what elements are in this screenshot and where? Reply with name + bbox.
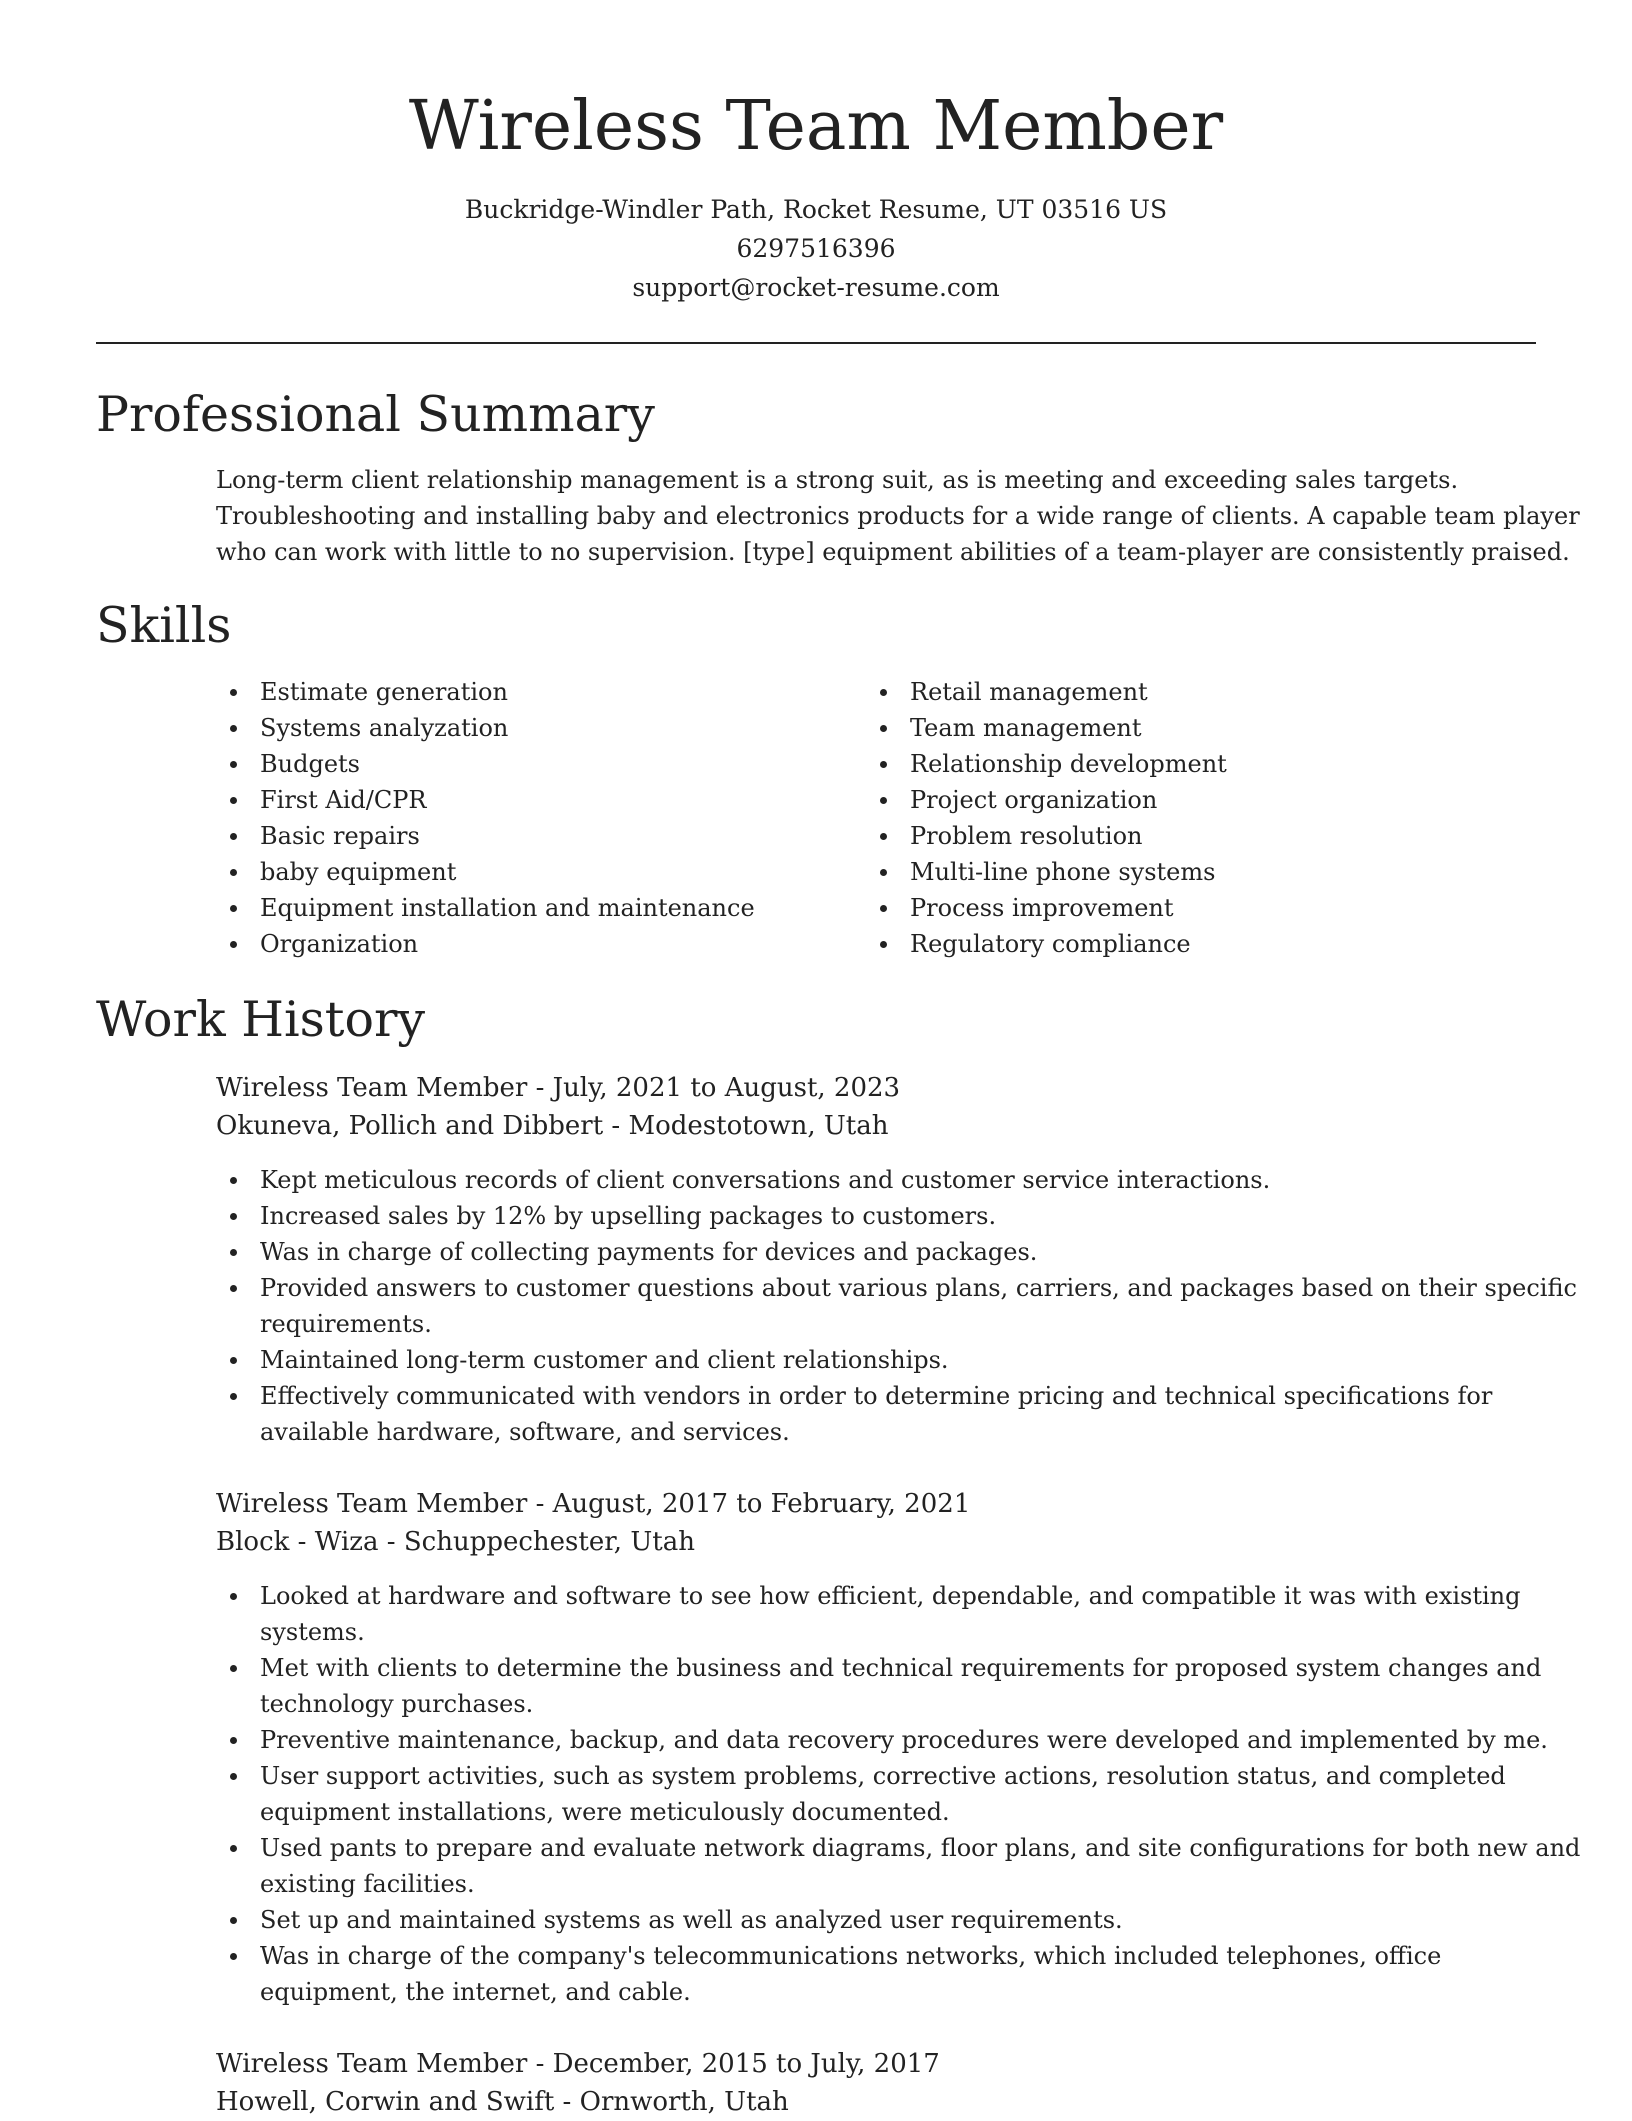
job-dates: July, 2021 to August, 2023 [552, 1073, 901, 1103]
bullet-icon [230, 905, 237, 912]
job-bullet: Increased sales by 12% by upselling packages to customers. [216, 1198, 1546, 1234]
skills-list-left [216, 674, 755, 962]
contact-phone: 6297516396 [736, 234, 896, 263]
job-bullet: Provided answers to customer questions about various plans, carriers, and packages based on their specific requirements. [216, 1270, 1546, 1342]
bullet-icon [230, 1737, 237, 1744]
contact-address: Buckridge-Windler Path, Rocket Resume, UT 03516 US [464, 195, 1168, 224]
bullet-icon [230, 761, 237, 768]
bullet-icon [230, 1393, 237, 1400]
job-bullets [216, 1162, 1577, 1450]
skill-item: Problem resolution [866, 818, 1227, 854]
candidate-name: Wireless Team Member [408, 87, 1224, 166]
bullet-icon [880, 725, 887, 732]
bullet-icon [230, 941, 237, 948]
skill-item: Systems analyzation [216, 710, 755, 746]
job-company: Block - Wiza [216, 1527, 379, 1557]
job-bullet: Used pants to prepare and evaluate network diagrams, floor plans, and site configurations for both new and existing facilities. [216, 1830, 1546, 1902]
bullet-icon [230, 797, 237, 804]
job-title: Wireless Team Member [216, 1073, 528, 1103]
skill-item: Budgets [216, 746, 755, 782]
summary-line: Long-term client relationship management is a strong suit, as is meeting and exceeding sales targets. [216, 466, 1459, 494]
skill-item: Team management [866, 710, 1227, 746]
job-bullets [216, 1578, 1581, 2010]
job-location: Schuppechester, Utah [403, 1527, 695, 1557]
bullet-icon [880, 869, 887, 876]
bullet-icon [880, 833, 887, 840]
bullet-icon [230, 1665, 237, 1672]
skill-item: Retail management [866, 674, 1227, 710]
summary-text [216, 462, 1580, 570]
job-title-line: Wireless Team Member - July, 2021 to August, 2023 [216, 1073, 901, 1103]
summary-heading: Professional Summary [96, 386, 655, 443]
skills-heading: Skills [96, 597, 232, 654]
job-title: Wireless Team Member [216, 1489, 528, 1519]
job-company-line: Okuneva, Pollich and Dibbert - Modestotown, Utah [216, 1111, 889, 1141]
job-bullet: Maintained long-term customer and client relationships. [216, 1342, 1546, 1378]
summary-line: Troubleshooting and installing baby and electronics products for a wide range of clients. A capable team player [216, 502, 1580, 530]
work-history-heading: Work History [96, 991, 426, 1048]
bullet-icon [880, 941, 887, 948]
bullet-icon [230, 1953, 237, 1960]
header-divider [96, 342, 1536, 344]
bullet-icon [230, 1773, 237, 1780]
skill-item: Equipment installation and maintenance [216, 890, 755, 926]
skill-item: Project organization [866, 782, 1227, 818]
job-bullet: Was in charge of the company's telecommunications networks, which included telephones, office equipment, the internet, and cable. [216, 1938, 1546, 2010]
job-location: Modestotown, Utah [628, 1111, 889, 1141]
bullet-icon [880, 689, 887, 696]
job-title-line: Wireless Team Member - December, 2015 to July, 2017 [216, 2049, 940, 2079]
contact-block [0, 190, 1632, 307]
job-bullet: Effectively communicated with vendors in order to determine pricing and technical specifications for available hardware, software, and services. [216, 1378, 1546, 1450]
job-bullet: Set up and maintained systems as well as analyzed user requirements. [216, 1902, 1546, 1938]
bullet-icon [230, 1249, 237, 1256]
bullet-icon [880, 761, 887, 768]
job-bullet: Met with clients to determine the business and technical requirements for proposed system changes and technology purchases. [216, 1650, 1546, 1722]
contact-email: support@rocket-resume.com [632, 273, 1000, 302]
bullet-icon [230, 725, 237, 732]
job-company: Okuneva, Pollich and Dibbert [216, 1111, 604, 1141]
bullet-icon [230, 689, 237, 696]
job-company-line: Howell, Corwin and Swift - Ornworth, Utah [216, 2087, 789, 2117]
job-dates: August, 2017 to February, 2021 [552, 1489, 971, 1519]
bullet-icon [230, 1593, 237, 1600]
job-dates: December, 2015 to July, 2017 [552, 2049, 940, 2079]
job-bullet: Kept meticulous records of client conversations and customer service interactions. [216, 1162, 1546, 1198]
skills-list-right [866, 674, 1227, 962]
bullet-icon [230, 1213, 237, 1220]
skill-item: Relationship development [866, 746, 1227, 782]
bullet-icon [230, 1177, 237, 1184]
skill-item: Process improvement [866, 890, 1227, 926]
job-company: Howell, Corwin and Swift [216, 2087, 555, 2117]
bullet-icon [230, 1285, 237, 1292]
job-title: Wireless Team Member [216, 2049, 528, 2079]
bullet-icon [880, 905, 887, 912]
bullet-icon [230, 869, 237, 876]
skill-item: Regulatory compliance [866, 926, 1227, 962]
skill-item: First Aid/CPR [216, 782, 755, 818]
skill-item: Basic repairs [216, 818, 755, 854]
bullet-icon [230, 1357, 237, 1364]
job-bullet: Looked at hardware and software to see how efficient, dependable, and compatible it was with existing systems. [216, 1578, 1546, 1650]
bullet-icon [230, 1917, 237, 1924]
summary-line: who can work with little to no supervision. [type] equipment abilities of a team-player are consistently praised. [216, 538, 1570, 566]
bullet-icon [880, 797, 887, 804]
job-company-line: Block - Wiza - Schuppechester, Utah [216, 1527, 695, 1557]
job-bullet: Preventive maintenance, backup, and data recovery procedures were developed and implemented by me. [216, 1722, 1546, 1758]
job-bullet: Was in charge of collecting payments for devices and packages. [216, 1234, 1546, 1270]
skill-item: Organization [216, 926, 755, 962]
skill-item: Estimate generation [216, 674, 755, 710]
skill-item: baby equipment [216, 854, 755, 890]
skill-item: Multi-line phone systems [866, 854, 1227, 890]
job-location: Ornworth, Utah [579, 2087, 789, 2117]
bullet-icon [230, 833, 237, 840]
job-bullet: User support activities, such as system problems, corrective actions, resolution status, and completed equipment installations, were meticulously documented. [216, 1758, 1546, 1830]
job-title-line: Wireless Team Member - August, 2017 to February, 2021 [216, 1489, 971, 1519]
bullet-icon [230, 1845, 237, 1852]
